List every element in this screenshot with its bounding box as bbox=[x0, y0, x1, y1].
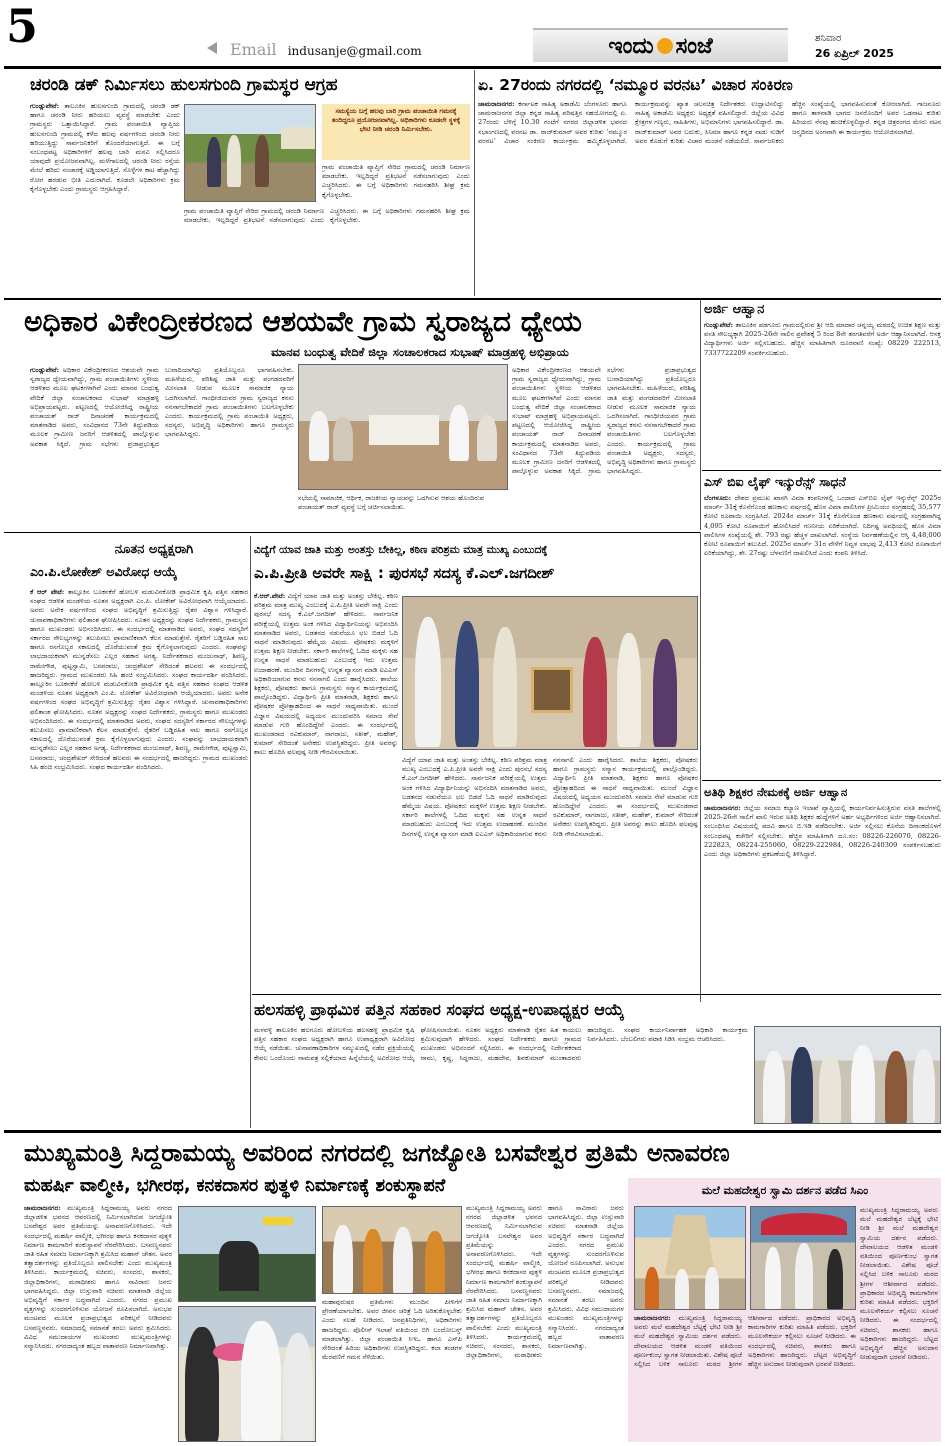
logo-right: ಸಂಜೆ bbox=[675, 33, 713, 59]
divider-1 bbox=[474, 70, 475, 296]
a8-photo bbox=[402, 596, 698, 750]
a11-body-right: ಮುಖ್ಯಮಂತ್ರಿ ಸಿದ್ದರಾಮಯ್ಯ ಅವರು ಮಲೆ ಮಹದೇಶ್ವರ ಬೆಟ್ಟಕ್ಕೆ ಭೇಟಿ ನೀಡಿ ಶ್ರೀ ಮಲೆ ಮಹದೇಶ್ವರ ಸ್ವಾಮಿಯ ದರ್ಶನ ಪಡೆದರು. ದೇವಾಲಯದ ಆಡಳಿತ ಮಂಡಳಿ ವತಿಯಿಂದ ಪೂರ್ಣಕುಂಭ ಸ್ವಾಗತ ನೀಡಲಾಯಿತು. ವಿಶೇಷ ಪೂಜೆ ಸಲ್ಲಿಸಿದ ಬಳಿಕ ಸಾಲೂರು ಮಠದ ಶ್ರೀಗಳ ಆಶೀರ್ವಾದ ಪಡೆದರು. ಪ್ರಾಧಿಕಾರದ ಅಭಿವೃದ್ಧಿ ಕಾಮಗಾರಿಗಳ ಕುರಿತು ಮಾಹಿತಿ ಪಡೆದರು. ಭಕ್ತರಿಗೆ ಮೂಲಸೌಕರ್ಯ ಕಲ್ಪಿಸಲು ಸೂಚನೆ ನೀಡಿದರು. ಈ ಸಂದರ್ಭದಲ್ಲಿ ಸಚಿವರು, ಶಾಸಕರು ಹಾಗೂ ಅಧಿಕಾರಿಗಳು ಹಾಜರಿದ್ದರು. ಬೆಟ್ಟದ ಅಭಿವೃದ್ಧಿಗೆ ಹೆಚ್ಚಿನ ಅನುದಾನ ನೀಡುವುದಾಗಿ ಭರವಸೆ ನೀಡಿದರು. bbox=[860, 1206, 938, 1362]
a8-text: ವಿದ್ಯೆಗೆ ಯಾವ ಜಾತಿ ಮತ್ತು ಅಂತಸ್ತು ಬೇಕಿಲ್ಲ. ಕಠಿಣ ಪರಿಶ್ರಮ ಮಾತ್ರ ಮುಖ್ಯ ಎಂಬುದಕ್ಕೆ ಎ.ಪಿ.ಪ್ರೀತಿ ಅವರೇ ಸಾಕ್ಷಿ ಎಂದು ಪುರಸಭೆ ಸದಸ್ಯ ಕೆ.ಎಲ್.ಜಗದೀಶ್ ಹೇಳಿದರು. ಸಾರ್ವಜನಿಕ ಪರೀಕ್ಷೆಯಲ್ಲಿ ಉತ್ತಮ ಅಂಕ ಗಳಿಸಿದ ವಿದ್ಯಾರ್ಥಿನಿಯನ್ನು ಅಭಿನಂದಿಸಿ ಮಾತನಾಡಿದ ಅವರು, ಬಡತನದ ನಡುವೆಯೂ ಛಲ ಬಿಡದೆ ಓದಿ ಸಾಧನೆ ಮಾಡಿರುವುದು ಹೆಮ್ಮೆಯ ವಿಷಯ. ಪೋಷಕರು ಮಕ್ಕಳಿಗೆ ಉತ್ತಮ ಶಿಕ್ಷಣ ನೀಡಬೇಕು. ಸರ್ಕಾರಿ ಶಾಲೆಗಳಲ್ಲಿ ಓದಿದ ಮಕ್ಕಳು ಸಹ ಉನ್ನತ ಸಾಧನೆ ಮಾಡಬಹುದು ಎಂಬುದಕ್ಕೆ ಇದು ಉತ್ತಮ ಉದಾಹರಣೆ. ಮುಂದಿನ ದಿನಗಳಲ್ಲಿ ಉನ್ನತ ವ್ಯಾಸಂಗ ಮಾಡಿ ಐಎಎಸ್ ಅಧಿಕಾರಿಯಾಗುವ ಕನಸು ನನಸಾಗಲಿ ಎಂದು ಹಾರೈಸಿದರು. ಶಾಲೆಯ ಶಿಕ್ಷಕರು, ಪೋಷಕರು ಹಾಗೂ ಗ್ರಾಮಸ್ಥರು ಸನ್ಮಾನ ಕಾರ್ಯಕ್ರಮದಲ್ಲಿ ಪಾಲ್ಗೊಂಡಿದ್ದರು. ವಿದ್ಯಾರ್ಥಿನಿ ಪ್ರೀತಿ ಮಾತನಾಡಿ, ಶಿಕ್ಷಕರು ಹಾಗೂ ಪೋಷಕರ ಪ್ರೋತ್ಸಾಹದಿಂದ ಈ ಸಾಧನೆ ಸಾಧ್ಯವಾಯಿತು. ಮುಂದೆ ವಿಜ್ಞಾನ ವಿಷಯದಲ್ಲಿ ಅಧ್ಯಯನ ಮುಂದುವರಿಸಿ ಸಮಾಜ ಸೇವೆ ಮಾಡುವ ಗುರಿ ಹೊಂದಿದ್ದೇನೆ ಎಂದರು. ಈ ಸಂದರ್ಭದಲ್ಲಿ ಮುಖಂಡರಾದ ರವಿಕುಮಾರ್, ನಾಗರಾಜು, ಸತೀಶ್, ಮಹೇಶ್, ಕುಮಾರ್ ಸೇರಿದಂತೆ ಅನೇಕರು ಉಪಸ್ಥಿತರಿದ್ದರು. ಪ್ರೀತಿ ಅವರನ್ನು ಶಾಲು ಹೊದಿಸಿ ಫಲಪುಷ್ಪ ನೀಡಿ ಗೌರವಿಸಲಾಯಿತು. bbox=[254, 592, 398, 757]
a4-headline: ಅರ್ಜಿ ಆಹ್ವಾನ bbox=[704, 302, 765, 317]
a5-body bbox=[704, 494, 941, 778]
a3-body-right: ಅಧಿಕಾರ ವಿಕೇಂದ್ರೀಕರಣದ ಆಶಯವೇ ಗ್ರಾಮ ಸ್ವರಾಜ್ಯದ ಧ್ಯೇಯವಾಗಿದ್ದು, ಗ್ರಾಮ ಪಂಚಾಯಿತಿಗಳು ಸ್ಥಳೀಯ ಆಡಳಿತದ ಮೂಲ ಘಟಕಗಳಾಗಿವೆ ಎಂದು ಮಾನವ ಬಂಧುತ್ವ ವೇದಿಕೆ ಜಿಲ್ಲಾ ಸಂಚಾಲಕರಾದ ಸುಭಾಷ್ ಮಾಡ್ರಹಳ್ಳಿ ಅಭಿಪ್ರಾಯಪಟ್ಟರು. ಪಟ್ಟಣದಲ್ಲಿ ಆಯೋಜಿಸಿದ್ದ ರಾಷ್ಟ್ರೀಯ ಪಂಚಾಯತ್ ರಾಜ್ ದಿನಾಚರಣೆ ಕಾರ್ಯಕ್ರಮದಲ್ಲಿ ಮಾತನಾಡಿದ ಅವರು, ಸಂವಿಧಾನದ 73ನೇ ತಿದ್ದುಪಡಿಯ ಮೂಲಕ ಗ್ರಾಮೀಣ ಜನರಿಗೆ ಆಡಳಿತದಲ್ಲಿ ಪಾಲ್ಗೊಳ್ಳುವ ಅವಕಾಶ ಸಿಕ್ಕಿದೆ. ಗ್ರಾಮ ಸಭೆಗಳು ಪ್ರಜಾಪ್ರಭುತ್ವದ ಬುನಾದಿಯಾಗಿದ್ದು ಪ್ರತಿಯೊಬ್ಬರೂ ಭಾಗವಹಿಸಬೇಕು. ಮಹಿಳೆಯರು, ಪರಿಶಿಷ್ಟ ಜಾತಿ ಮತ್ತು ಪಂಗಡದವರಿಗೆ ಮೀಸಲಾತಿ ನೀಡುವ ಮೂಲಕ ಸಾಮಾಜಿಕ ನ್ಯಾಯ ಒದಗಿಸಲಾಗಿದೆ. ಗಾಂಧೀಜಿಯವರ ಗ್ರಾಮ ಸ್ವರಾಜ್ಯದ ಕನಸು ನನಸಾಗಬೇಕಾದರೆ ಗ್ರಾಮ ಪಂಚಾಯಿತಿಗಳು ಬಲಗೊಳ್ಳಬೇಕು ಎಂದರು. ಕಾರ್ಯಕ್ರಮದಲ್ಲಿ ಗ್ರಾಮ ಪಂಚಾಯಿತಿ ಅಧ್ಯಕ್ಷರು, ಸದಸ್ಯರು, ಅಭಿವೃದ್ಧಿ ಅಧಿಕಾರಿಗಳು ಹಾಗೂ ಗ್ರಾಮಸ್ಥರು ಭಾಗವಹಿಸಿದ್ದರು. bbox=[512, 366, 696, 476]
a7-text-2: ತಾಲ್ಲೂಕಿನ ಬೂಕನಕೆರೆ ಹೋಬಳಿ ಮಡುವಿನಕೋಡಿ ಪ್ರಾಥಮಿಕ ಕೃಷಿ ಪತ್ತಿನ ಸಹಕಾರ ಸಂಘದ ಆಡಳಿತ ಮಂಡಳಿಯ ನೂತನ ಅಧ್ಯಕ್ಷರಾಗಿ ಎಂ.ಪಿ. ಲೋಕೇಶ್ ಅವಿರೋಧವಾಗಿ ಆಯ್ಕೆಯಾದರು. ಅವರು ಅನೇಕ ವರ್ಷಗಳಿಂದ ಸಂಘದ ಅಭಿವೃದ್ಧಿಗೆ ಶ್ರಮಿಸುತ್ತಿದ್ದು ರೈತರ ವಿಶ್ವಾಸ ಗಳಿಸಿದ್ದಾರೆ. ಚುನಾವಣಾಧಿಕಾರಿಗಳು ಫಲಿತಾಂಶ ಘೋಷಿಸಿದರು. ನೂತನ ಅಧ್ಯಕ್ಷರನ್ನು ಸಂಘದ ನಿರ್ದೇಶಕರು, ಗ್ರಾಮಸ್ಥರು ಹಾಗೂ ಮುಖಂಡರು ಅಭಿನಂದಿಸಿದರು. ಈ ಸಂದರ್ಭದಲ್ಲಿ ಮಾತನಾಡಿದ ಅವರು, ಸಂಘದ ಸದಸ್ಯರಿಗೆ ಸರ್ಕಾರದ ಸೌಲಭ್ಯಗಳನ್ನು ತಲುಪಿಸಲು ಪ್ರಾಮಾಣಿಕವಾಗಿ ಕೆಲಸ ಮಾಡುತ್ತೇನೆ. ರೈತರಿಗೆ ಬಡ್ಡಿರಹಿತ ಸಾಲ ಹಾಗೂ ರಸಗೊಬ್ಬರ ಸಕಾಲದಲ್ಲಿ ದೊರೆಯುವಂತೆ ಕ್ರಮ ಕೈಗೊಳ್ಳಲಾಗುವುದು ಎಂದರು. ಸಂಘವನ್ನು ಲಾಭದಾಯಕವಾಗಿ ಮುನ್ನಡೆಸಲು ಎಲ್ಲರ ಸಹಕಾರ ಅಗತ್ಯ. ನಿರ್ದೇಶಕರಾದ ಮಂಜುನಾಥ್, ಶಿವಣ್ಣ, ರಾಮೇಗೌಡ, ಪುಟ್ಟಸ್ವಾಮಿ, ಬಸವರಾಜು, ಚಂದ್ರಶೇಖರ್ ಸೇರಿದಂತೆ ಹಲವರು ಈ ಸಂದರ್ಭದಲ್ಲಿ ಹಾಜರಿದ್ದರು. ಗ್ರಾಮದ ಮುಖಂಡರು ಸಿಹಿ ಹಂಚಿ ಸಂಭ್ರಮಿಸಿದರು. ಸಂಘದ ಕಾರ್ಯದರ್ಶಿ ವಂದಿಸಿದರು. bbox=[30, 680, 248, 771]
a3-caption: ಸಭೆಯಲ್ಲಿ ಸಾಮಾಜಿಕ, ಆರ್ಥಿಕ, ರಾಜಕೀಯ ನ್ಯಾಯವನ್ನು ಒದಗಿಸುವ ಆಶಯ ಹೊಂದಿರುವ ಪಂಚಾಯತ್ ರಾಜ್ ವ್ಯವಸ್ಥೆ ಬಗ್ಗೆ ಚರ್ಚಿಸಲಾಯಿತು. bbox=[298, 494, 485, 511]
a1-quote: ಸಮಸ್ಯೆಯ ಬಗ್ಗೆ ಹಲವು ಬಾರಿ ಗ್ರಾಮ ಪಂಚಾಯಿತಿ ಗಮನಕ್ಕೆ ತಂದಿದ್ದರೂ ಪ್ರಯೋಜನವಾಗಿಲ್ಲ. ಅಧಿಕಾರಿಗಳು ಕೂಡಲೇ ಸ್ಥಳಕ್ಕೆ ಭೇಟಿ ನೀಡಿ ಚರಂಡಿ ನಿರ್ಮಿಸಬೇಕು. bbox=[331, 107, 461, 133]
a1-body bbox=[30, 102, 180, 284]
a10-body-3: ಮುಖ್ಯಮಂತ್ರಿ ಸಿದ್ದರಾಮಯ್ಯ ಅವರು ನಗರದ ಜಿಲ್ಲಾಡಳಿತ ಭವನದ ಆವರಣದಲ್ಲಿ ನಿರ್ಮಿಸಲಾಗಿರುವ ಜಗಜ್ಯೋತಿ ಬಸವೇಶ್ವರ ಅವರ ಪ್ರತಿಮೆಯನ್ನು ಅನಾವರಣಗೊಳಿಸಿದರು. ಇದೇ ಸಂದರ್ಭದಲ್ಲಿ ಮಹರ್ಷಿ ವಾಲ್ಮೀಕಿ, ಭಗೀರಥ ಹಾಗೂ ಕನಕದಾಸರ ಪುತ್ಥಳಿ ನಿರ್ಮಾಣ ಕಾಮಗಾರಿಗೆ ಶಂಕುಸ್ಥಾಪನೆ ನೆರವೇರಿಸಿದರು. ಬಸವಣ್ಣನವರು ಜಾತಿ ರಹಿತ ಸಮಾಜ ನಿರ್ಮಾಣಕ್ಕಾಗಿ ಶ್ರಮಿಸಿದ ಮಹಾನ್ ಚೇತನ. ಅವರ ತತ್ವಾದರ್ಶಗಳನ್ನು ಪ್ರತಿಯೊಬ್ಬರೂ ಪಾಲಿಸಬೇಕು ಎಂದು ಮುಖ್ಯಮಂತ್ರಿ ತಿಳಿಸಿದರು. ಕಾರ್ಯಕ್ರಮದಲ್ಲಿ ಸಚಿವರು, ಸಂಸದರು, ಶಾಸಕರು, ಜಿಲ್ಲಾಧಿಕಾರಿಗಳು, ಮಠಾಧೀಶರು ಹಾಗೂ ಸಾವಿರಾರು ಜನರು ಭಾಗವಹಿಸಿದ್ದರು. ಜಿಲ್ಲಾ ಉಸ್ತುವಾರಿ ಸಚಿವರು ಮಾತನಾಡಿ ಜಿಲ್ಲೆಯ ಅಭಿವೃದ್ಧಿಗೆ ಸರ್ಕಾರ ಬದ್ಧವಾಗಿದೆ ಎಂದರು. ನಗರದ ಪ್ರಮುಖ ವೃತ್ತಗಳನ್ನು ಸುಂದರಗೊಳಿಸುವ ಯೋಜನೆ ರೂಪಿಸಲಾಗಿದೆ. ಅನುಭವ ಮಂಟಪದ ಮೂಲಕ ಪ್ರಜಾಪ್ರಭುತ್ವದ ಪರಿಕಲ್ಪನೆ ನೀಡಿದವರು ಬಸವಣ್ಣನವರು. ಸಮಾಜದಲ್ಲಿ ಸಮಾನತೆ ತರಲು ಅವರು ಶ್ರಮಿಸಿದರು. ವಿವಿಧ ಸಮುದಾಯಗಳ ಮುಖಂಡರು ಮುಖ್ಯಮಂತ್ರಿಗಳನ್ನು ಸನ್ಮಾನಿಸಿದರು. ನಗರದಾದ್ಯಂತ ಹಬ್ಬದ ವಾತಾವರಣ ನಿರ್ಮಾಣವಾಗಿತ್ತು. bbox=[466, 1204, 624, 1360]
a6-headline: ಅತಿಥಿ ಶಿಕ್ಷಕರ ನೇಮಕಕ್ಕೆ ಅರ್ಜಿ ಆಹ್ವಾನ bbox=[704, 785, 848, 799]
a10-subhead: ಮಹರ್ಷಿ ವಾಲ್ಮೀಕಿ, ಭಗೀರಥ, ಕನಕದಾಸರ ಪುತ್ಥಳಿ ನಿರ್ಮಾಣಕ್ಕೆ ಶಂಕುಸ್ಥಾಪನೆ bbox=[24, 1176, 446, 1196]
a10-body bbox=[24, 1204, 172, 1442]
divider-3 bbox=[700, 300, 701, 530]
a5-headline: ಎಸ್ ಬಿಐ ಲೈಫ್ ಇನ್ಶುರೆನ್ಸ್ ಸಾಧನೆ bbox=[704, 474, 846, 489]
a10-text: ಮುಖ್ಯಮಂತ್ರಿ ಸಿದ್ದರಾಮಯ್ಯ ಅವರು ನಗರದ ಜಿಲ್ಲಾಡಳಿತ ಭವನದ ಆವರಣದಲ್ಲಿ ನಿರ್ಮಿಸಲಾಗಿರುವ ಜಗಜ್ಯೋತಿ ಬಸವೇಶ್ವರ ಅವರ ಪ್ರತಿಮೆಯನ್ನು ಅನಾವರಣಗೊಳಿಸಿದರು. ಇದೇ ಸಂದರ್ಭದಲ್ಲಿ ಮಹರ್ಷಿ ವಾಲ್ಮೀಕಿ, ಭಗೀರಥ ಹಾಗೂ ಕನಕದಾಸರ ಪುತ್ಥಳಿ ನಿರ್ಮಾಣ ಕಾಮಗಾರಿಗೆ ಶಂಕುಸ್ಥಾಪನೆ ನೆರವೇರಿಸಿದರು. ಬಸವಣ್ಣನವರು ಜಾತಿ ರಹಿತ ಸಮಾಜ ನಿರ್ಮಾಣಕ್ಕಾಗಿ ಶ್ರಮಿಸಿದ ಮಹಾನ್ ಚೇತನ. ಅವರ ತತ್ವಾದರ್ಶಗಳನ್ನು ಪ್ರತಿಯೊಬ್ಬರೂ ಪಾಲಿಸಬೇಕು ಎಂದು ಮುಖ್ಯಮಂತ್ರಿ ತಿಳಿಸಿದರು. ಕಾರ್ಯಕ್ರಮದಲ್ಲಿ ಸಚಿವರು, ಸಂಸದರು, ಶಾಸಕರು, ಜಿಲ್ಲಾಧಿಕಾರಿಗಳು, ಮಠಾಧೀಶರು ಹಾಗೂ ಸಾವಿರಾರು ಜನರು ಭಾಗವಹಿಸಿದ್ದರು. ಜಿಲ್ಲಾ ಉಸ್ತುವಾರಿ ಸಚಿವರು ಮಾತನಾಡಿ ಜಿಲ್ಲೆಯ ಅಭಿವೃದ್ಧಿಗೆ ಸರ್ಕಾರ ಬದ್ಧವಾಗಿದೆ ಎಂದರು. ನಗರದ ಪ್ರಮುಖ ವೃತ್ತಗಳನ್ನು ಸುಂದರಗೊಳಿಸುವ ಯೋಜನೆ ರೂಪಿಸಲಾಗಿದೆ. ಅನುಭವ ಮಂಟಪದ ಮೂಲಕ ಪ್ರಜಾಪ್ರಭುತ್ವದ ಪರಿಕಲ್ಪನೆ ನೀಡಿದವರು ಬಸವಣ್ಣನವರು. ಸಮಾಜದಲ್ಲಿ ಸಮಾನತೆ ತರಲು ಅವರು ಶ್ರಮಿಸಿದರು. ವಿವಿಧ ಸಮುದಾಯಗಳ ಮುಖಂಡರು ಮುಖ್ಯಮಂತ್ರಿಗಳನ್ನು ಸನ್ಮಾನಿಸಿದರು. ನಗರದಾದ್ಯಂತ ಹಬ್ಬದ ವಾತಾವರಣ ನಿರ್ಮಾಣವಾಗಿತ್ತು. bbox=[24, 1204, 172, 1351]
rule-a5 bbox=[702, 780, 941, 781]
a1-text: ತಾಲೂಕಿನ ಹುಲಸಗುಂದಿ ಗ್ರಾಮದಲ್ಲಿ ಚರಂಡಿ ಡಕ್ ಹಾಗೂ ಚರಂಡಿ ನೀರು ಹರಿಯಲು ವ್ಯವಸ್ಥೆ ಮಾಡಬೇಕು ಎಂದು ಗ್ರಾಮಸ್ಥರು ಒತ್ತಾಯಿಸಿದ್ದಾರೆ. ಗ್ರಾಮ ಪಂಚಾಯಿತಿ ವ್ಯಾಪ್ತಿಯ ಹುಲಸಗುಂದಿ ಗ್ರಾಮದಲ್ಲಿ ಕಳೆದ ಹಲವು ವರ್ಷಗಳಿಂದ ಚರಂಡಿ ನೀರು ಹರಿಯುತ್ತಿದ್ದು ಸಾರ್ವಜನಿಕರಿಗೆ ತೊಂದರೆಯಾಗುತ್ತಿದೆ. ಈ ಬಗ್ಗೆ ಸಂಬಂಧಪಟ್ಟ ಅಧಿಕಾರಿಗಳಿಗೆ ಹಲವು ಬಾರಿ ಮನವಿ ಸಲ್ಲಿಸಿದರೂ ಯಾವುದೇ ಪ್ರಯೋಜನವಾಗಿಲ್ಲ. ಮಳೆಗಾಲದಲ್ಲಿ ಚರಂಡಿ ನೀರು ರಸ್ತೆಯ ಮೇಲೆ ಹರಿದು ಸಂಚಾರಕ್ಕೆ ಅಡ್ಡಿಯಾಗುತ್ತಿದೆ. ಸೊಳ್ಳೆಗಳ ಕಾಟ ಹೆಚ್ಚಾಗಿದ್ದು ರೋಗ ಹರಡುವ ಭೀತಿ ಎದುರಾಗಿದೆ. ಕೂಡಲೇ ಅಧಿಕಾರಿಗಳು ಕ್ರಮ ಕೈಗೊಳ್ಳಬೇಕು ಎಂದು ಗ್ರಾಮಸ್ಥರು ಆಗ್ರಹಿಸಿದ್ದಾರೆ. bbox=[30, 102, 180, 193]
a3-dateline: ಗುಂಡ್ಲುಪೇಟೆ: bbox=[30, 366, 60, 374]
a9-photo bbox=[754, 1026, 941, 1124]
issue-date: 26 ಏಪ್ರಿಲ್ 2025 bbox=[815, 47, 894, 60]
rule-4 bbox=[252, 994, 941, 995]
divider-4 bbox=[250, 536, 251, 1128]
a5-text: ದೇಶದ ಪ್ರಮುಖ ಖಾಸಗಿ ವಿಮಾ ಕಂಪನಿಗಳಲ್ಲಿ ಒಂದಾದ ಎಸ್‌ಬಿಐ ಲೈಫ್ ಇನ್ಶುರೆನ್ಸ್ 2025ರ ಮಾರ್ಚ್ 31ಕ್ಕೆ ಕೊನೆಗೊಂಡ ಹಣಕಾಸು ವರ್ಷದಲ್ಲಿ ಹೊಸ ವಿಮಾ ಪಾಲಿಸಿಗಳ ಪ್ರೀಮಿಯಂ ಸಂಗ್ರಹದಲ್ಲಿ 35,577 ಕೋಟಿ ರೂಪಾಯಿ ಸಂಗ್ರಹಿಸಿದೆ. 2024ರ ಮಾರ್ಚ್ 31ಕ್ಕೆ ಕೊನೆಗೊಂಡ ಹಣಕಾಸು ವರ್ಷದಲ್ಲಿ ಸಂಗ್ರಹವಾಗಿದ್ದ 4,095 ಕೋಟಿ ರೂಪಾಯಿಗೆ ಹೋಲಿಸಿದರೆ ಗಣನೀಯ ಏರಿಕೆಯಾಗಿದೆ. ನಿರ್ದಿಷ್ಟ ಅವಧಿಯಲ್ಲಿ ಹೊಸ ವಿಮಾ ಪಾಲಿಸಿಗಳ ಸಂಖ್ಯೆಯಲ್ಲಿ ಶೇ. 793 ರಷ್ಟು ಹೆಚ್ಚಳ ದಾಖಲಾಗಿದೆ. ಸಂಸ್ಥೆಯ ನಿರ್ವಹಣೆಯಲ್ಲಿನ ಆಸ್ತಿ 4,48,000 ಕೋಟಿ ರೂಪಾಯಿಗೆ ತಲುಪಿದೆ. 2025ರ ಮಾರ್ಚ್ 31ರ ವೇಳೆಗೆ ನಿವ್ವಳ ಲಾಭವು 2,413 ಕೋಟಿ ರೂಪಾಯಿಗೆ ಏರಿಕೆಯಾಗಿದ್ದು, ಶೇ. 27ರಷ್ಟು ಬೆಳವಣಿಗೆ ದಾಖಲಿಸಿದೆ ಎಂದು ಕಂಪನಿ ತಿಳಿಸಿದೆ. bbox=[704, 494, 941, 558]
a6-dateline: ಚಾಮರಾಜನಗರ: bbox=[704, 804, 741, 812]
a2-headline: ಏ. 27ರಂದು ನಗರದಲ್ಲಿ ‘ನಮ್ಮೂರ ವರನಟ’ ವಿಚಾರ ಸಂಕಿರಣ bbox=[478, 76, 793, 94]
a3-text: ಅಧಿಕಾರ ವಿಕೇಂದ್ರೀಕರಣದ ಆಶಯವೇ ಗ್ರಾಮ ಸ್ವರಾಜ್ಯದ ಧ್ಯೇಯವಾಗಿದ್ದು, ಗ್ರಾಮ ಪಂಚಾಯಿತಿಗಳು ಸ್ಥಳೀಯ ಆಡಳಿತದ ಮೂಲ ಘಟಕಗಳಾಗಿವೆ ಎಂದು ಮಾನವ ಬಂಧುತ್ವ ವೇದಿಕೆ ಜಿಲ್ಲಾ ಸಂಚಾಲಕರಾದ ಸುಭಾಷ್ ಮಾಡ್ರಹಳ್ಳಿ ಅಭಿಪ್ರಾಯಪಟ್ಟರು. ಪಟ್ಟಣದಲ್ಲಿ ಆಯೋಜಿಸಿದ್ದ ರಾಷ್ಟ್ರೀಯ ಪಂಚಾಯತ್ ರಾಜ್ ದಿನಾಚರಣೆ ಕಾರ್ಯಕ್ರಮದಲ್ಲಿ ಮಾತನಾಡಿದ ಅವರು, ಸಂವಿಧಾನದ 73ನೇ ತಿದ್ದುಪಡಿಯ ಮೂಲಕ ಗ್ರಾಮೀಣ ಜನರಿಗೆ ಆಡಳಿತದಲ್ಲಿ ಪಾಲ್ಗೊಳ್ಳುವ ಅವಕಾಶ ಸಿಕ್ಕಿದೆ. ಗ್ರಾಮ ಸಭೆಗಳು ಪ್ರಜಾಪ್ರಭುತ್ವದ ಬುನಾದಿಯಾಗಿದ್ದು ಪ್ರತಿಯೊಬ್ಬರೂ ಭಾಗವಹಿಸಬೇಕು. ಮಹಿಳೆಯರು, ಪರಿಶಿಷ್ಟ ಜಾತಿ ಮತ್ತು ಪಂಗಡದವರಿಗೆ ಮೀಸಲಾತಿ ನೀಡುವ ಮೂಲಕ ಸಾಮಾಜಿಕ ನ್ಯಾಯ ಒದಗಿಸಲಾಗಿದೆ. ಗಾಂಧೀಜಿಯವರ ಗ್ರಾಮ ಸ್ವರಾಜ್ಯದ ಕನಸು ನನಸಾಗಬೇಕಾದರೆ ಗ್ರಾಮ ಪಂಚಾಯಿತಿಗಳು ಬಲಗೊಳ್ಳಬೇಕು ಎಂದರು. ಕಾರ್ಯಕ್ರಮದಲ್ಲಿ ಗ್ರಾಮ ಪಂಚಾಯಿತಿ ಅಧ್ಯಕ್ಷರು, ಸದಸ್ಯರು, ಅಭಿವೃದ್ಧಿ ಅಧಿಕಾರಿಗಳು ಹಾಗೂ ಗ್ರಾಮಸ್ಥರು ಭಾಗವಹಿಸಿದ್ದರು. bbox=[30, 366, 294, 448]
a9-headline: ಹಲಸಹಳ್ಳಿ ಪ್ರಾಥಮಿಕ ಪತ್ತಿನ ಸಹಕಾರ ಸಂಘದ ಅಧ್ಯಕ್ಷ-ಉಪಾಧ್ಯಕ್ಷರ ಆಯ್ಕೆ bbox=[254, 1000, 625, 1019]
a7-body bbox=[30, 588, 248, 1126]
a8-headline-1: ವಿದ್ಯೆಗೆ ಯಾವ ಜಾತಿ ಮತ್ತು ಅಂತಸ್ತು ಬೇಕಿಲ್ಲ, ಕಠಿಣ ಪರಿಶ್ರಮ ಮಾತ್ರ ಮುಖ್ಯ ಎಂಬುದಕ್ಕೆ bbox=[254, 544, 548, 556]
page-number: 5 bbox=[6, 0, 39, 53]
rule-a4 bbox=[702, 470, 941, 471]
a11-photo-procession bbox=[750, 1206, 856, 1310]
divider-5 bbox=[700, 532, 701, 1002]
a2-text: ಕರ್ನಾಟಕ ಸಾಹಿತ್ಯ ಅಕಾಡೆಮಿ ಬೆಂಗಳೂರು ಹಾಗೂ ಚಾಮರಾಜನಗರ ಜಿಲ್ಲಾ ಕನ್ನಡ ಸಾಹಿತ್ಯ ಪರಿಷತ್ತಿನ ಸಹಯೋಗದಲ್ಲಿ ಏ. 27ರಂದು ಬೆಳಿಗ್ಗೆ 10.30 ಗಂಟೆಗೆ ನಗರದ ಜಿಲ್ಲಾಡಳಿತ ಭವನದ ಸಭಾಂಗಣದಲ್ಲಿ ವರನಟ ಡಾ. ರಾಜ್‌ಕುಮಾರ್ ಅವರ ಕುರಿತು ‘ನಮ್ಮೂರ ವರನಟ’ ವಿಚಾರ ಸಂಕಿರಣ ಕಾರ್ಯಕ್ರಮ ಹಮ್ಮಿಕೊಳ್ಳಲಾಗಿದೆ. ಕಾರ್ಯಕ್ರಮವನ್ನು ಖ್ಯಾತ ಚಲನಚಿತ್ರ ನಿರ್ದೇಶಕರು ಉದ್ಘಾಟಿಸಲಿದ್ದು ಸಾಹಿತ್ಯ ಅಕಾಡೆಮಿ ಅಧ್ಯಕ್ಷರು ಅಧ್ಯಕ್ಷತೆ ವಹಿಸಲಿದ್ದಾರೆ. ಜಿಲ್ಲೆಯ ವಿವಿಧ ಕ್ಷೇತ್ರಗಳ ಗಣ್ಯರು, ಸಾಹಿತಿಗಳು, ಅಭಿಮಾನಿಗಳು ಭಾಗವಹಿಸಲಿದ್ದಾರೆ. ಡಾ. ರಾಜ್‌ಕುಮಾರ್ ಅವರ ಬದುಕು, ಸಿನಿಮಾ ಹಾಗೂ ಕನ್ನಡ ನಾಡು ನುಡಿಗೆ ಅವರ ಕೊಡುಗೆ ಕುರಿತು ವಿಚಾರ ಮಂಡನೆ ನಡೆಯಲಿದೆ. ಸಾರ್ವಜನಿಕರು ಹೆಚ್ಚಿನ ಸಂಖ್ಯೆಯಲ್ಲಿ ಭಾಗವಹಿಸುವಂತೆ ಕೋರಲಾಗಿದೆ. ಗಾಜನೂರು ಹಾಗೂ ತಾಳವಾಡಿ ಭಾಗದ ಜನರೊಂದಿಗೆ ಅವರ ಒಡನಾಟ ಕುರಿತು ಹಿರಿಯರು ನೆನಪು ಹಂಚಿಕೊಳ್ಳಲಿದ್ದಾರೆ. ಕನ್ನಡ ಚಿತ್ರರಂಗದ ಮೇರು ನಟನ ಜನ್ಮದಿನದ ಅಂಗವಾಗಿ ಈ ಕಾರ್ಯಕ್ರಮ ಆಯೋಜಿಸಲಾಗಿದೆ. bbox=[478, 100, 941, 145]
a4-dateline: ಗುಂಡ್ಲುಪೇಟೆ: bbox=[704, 321, 734, 329]
a11-text: ಮುಖ್ಯಮಂತ್ರಿ ಸಿದ್ದರಾಮಯ್ಯ ಅವರು ಮಲೆ ಮಹದೇಶ್ವರ ಬೆಟ್ಟಕ್ಕೆ ಭೇಟಿ ನೀಡಿ ಶ್ರೀ ಮಲೆ ಮಹದೇಶ್ವರ ಸ್ವಾಮಿಯ ದರ್ಶನ ಪಡೆದರು. ದೇವಾಲಯದ ಆಡಳಿತ ಮಂಡಳಿ ವತಿಯಿಂದ ಪೂರ್ಣಕುಂಭ ಸ್ವಾಗತ ನೀಡಲಾಯಿತು. ವಿಶೇಷ ಪೂಜೆ ಸಲ್ಲಿಸಿದ ಬಳಿಕ ಸಾಲೂರು ಮಠದ ಶ್ರೀಗಳ ಆಶೀರ್ವಾದ ಪಡೆದರು. ಪ್ರಾಧಿಕಾರದ ಅಭಿವೃದ್ಧಿ ಕಾಮಗಾರಿಗಳ ಕುರಿತು ಮಾಹಿತಿ ಪಡೆದರು. ಭಕ್ತರಿಗೆ ಮೂಲಸೌಕರ್ಯ ಕಲ್ಪಿಸಲು ಸೂಚನೆ ನೀಡಿದರು. ಈ ಸಂದರ್ಭದಲ್ಲಿ ಸಚಿವರು, ಶಾಸಕರು ಹಾಗೂ ಅಧಿಕಾರಿಗಳು ಹಾಜರಿದ್ದರು. ಬೆಟ್ಟದ ಅಭಿವೃದ್ಧಿಗೆ ಹೆಚ್ಚಿನ ಅನುದಾನ ನೀಡುವುದಾಗಿ ಭರವಸೆ ನೀಡಿದರು. bbox=[634, 1314, 856, 1369]
a10-body-2: ಮಹಾಪುರುಷರ ಪ್ರತಿಮೆಗಳು ಮುಂದಿನ ಪೀಳಿಗೆಗೆ ಪ್ರೇರಣೆಯಾಗಬೇಕು. ಅವರ ಜೀವನ ಚರಿತ್ರೆ ಓದಿ ಅರಿತುಕೊಳ್ಳಬೇಕು ಎಂದು ಸಲಹೆ ನೀಡಿದರು. ಜನಪ್ರತಿನಿಧಿಗಳು, ಅಧಿಕಾರಿಗಳು ಹಾಜರಿದ್ದರು. ಪೊಲೀಸ್ ಇಲಾಖೆ ವತಿಯಿಂದ ಬಿಗಿ ಬಂದೋಬಸ್ತ್ ಮಾಡಲಾಗಿತ್ತು. ಜಿಲ್ಲಾ ಪಂಚಾಯಿತಿ ಸಿಇಒ ಹಾಗೂ ಎಸ್‌ಪಿ ಸೇರಿದಂತೆ ಹಿರಿಯ ಅಧಿಕಾರಿಗಳು ಉಪಸ್ಥಿತರಿದ್ದರು. ಕಲಾ ತಂಡಗಳ ಮೆರವಣಿಗೆ ಗಮನ ಸೆಳೆಯಿತು. bbox=[322, 1298, 462, 1362]
issue-day: ಶನಿವಾರ bbox=[815, 33, 842, 44]
email-label: Email bbox=[230, 40, 277, 59]
a2-dateline: ಚಾಮರಾಜನಗರ: bbox=[478, 100, 515, 108]
a7-dateline: ಕೆ ಆರ್ ಪೇಟೆ: bbox=[30, 588, 65, 596]
a6-body bbox=[704, 804, 941, 996]
a8-headline-2: ಎ.ಪಿ.ಪ್ರೀತಿ ಅವರೇ ಸಾಕ್ಷಿ : ಪುರಸಭೆ ಸದಸ್ಯ ಕೆ.ಎಲ್.ಜಗದೀಶ್ bbox=[254, 564, 555, 582]
email-address[interactable]: indusanje@gmail.com bbox=[287, 44, 422, 58]
email-arrow-icon bbox=[207, 42, 217, 54]
a7-headline-1: ನೂತನ ಅಧ್ಯಕ್ಷರಾಗಿ bbox=[114, 542, 194, 557]
a10-dateline: ಚಾಮರಾಜನಗರ: bbox=[24, 1204, 61, 1212]
a3-subhead: ಮಾನವ ಬಂಧುತ್ವ ವೇದಿಕೆ ಜಿಲ್ಲಾ ಸಂಚಾಲಕರಾದ ಸುಭಾಷ್ ಮಾಡ್ರಹಳ್ಳಿ ಅಭಿಪ್ರಾಯ bbox=[271, 345, 569, 359]
a3-headline: ಅಧಿಕಾರ ವಿಕೇಂದ್ರೀಕರಣದ ಆಶಯವೇ ಗ್ರಾಮ ಸ್ವರಾಜ್ಯದ ಧ್ಯೇಯ bbox=[24, 305, 582, 338]
a10-photo-cm bbox=[178, 1306, 316, 1442]
a4-text: ತಾಲೂಕಿನ ಪಡಗೂರು ಗ್ರಾಮದಲ್ಲಿರುವ ಶ್ರೀ ಆದಿ ಮಾದಾರ ಚನ್ನಯ್ಯ ಮಠದಲ್ಲಿ ಉಚಿತ ಶಿಕ್ಷಣ ಮತ್ತು ವಸತಿ ಸೌಲಭ್ಯಕ್ಕಾಗಿ 2025-26ನೇ ಸಾಲಿನ ಪ್ರವೇಶಕ್ಕೆ 5 ರಿಂದ 8ನೇ ತರಗತಿವರೆಗೆ ಅರ್ಜಿ ಆಹ್ವಾನಿಸಲಾಗಿದೆ. ಆಸಕ್ತ ವಿದ್ಯಾರ್ಥಿಗಳು ಅರ್ಜಿ ಸಲ್ಲಿಸಬಹುದು. ಹೆಚ್ಚಿನ ಮಾಹಿತಿಗಾಗಿ ದೂರವಾಣಿ ಸಂಖ್ಯೆ: 08229 222513, 7337722209 ಸಂಪರ್ಕಿಸಬಹುದು. bbox=[704, 321, 941, 357]
a7-headline-2: ಎಂ.ಪಿ.ಲೋಕೇಶ್ ಅವಿರೋಧ ಆಯ್ಕೆ bbox=[30, 564, 177, 579]
a11-headline: ಮಲೆ ಮಹದೇಶ್ವರ ಸ್ವಾಮಿ ದರ್ಶನ ಪಡೆದ ಸಿಎಂ bbox=[701, 1184, 869, 1197]
a8-body-3 bbox=[254, 976, 398, 986]
a8-body bbox=[254, 592, 398, 972]
a1-headline: ಚರಂಡಿ ಡಕ್ ನಿರ್ಮಿಸಲು ಹುಲಸಗುಂದಿ ಗ್ರಾಮಸ್ಥರ ಆಗ್ರಹ bbox=[30, 75, 338, 95]
a9-body: ಮಳವಳ್ಳಿ ತಾಲೂಕಿನ ಹಲಗೂರು ಹೋಬಳಿಯ ಹಲಸಹಳ್ಳಿ ಪ್ರಾಥಮಿಕ ಕೃಷಿ ಪತ್ತಿನ ಸಹಕಾರ ಸಂಘದ ಅಧ್ಯಕ್ಷರಾಗಿ ಹಾಗೂ ಉಪಾಧ್ಯಕ್ಷರಾಗಿ ಅವಿರೋಧ ಆಯ್ಕೆ ನಡೆಯಿತು. ಚುನಾವಣಾಧಿಕಾರಿಗಳ ಸಮ್ಮುಖದಲ್ಲಿ ನಡೆದ ಪ್ರಕ್ರಿಯೆಯಲ್ಲಿ ಕೇವಲ ಒಂದೊಂದು ನಾಮಪತ್ರ ಸಲ್ಲಿಕೆಯಾದ ಹಿನ್ನೆಲೆಯಲ್ಲಿ ಅವಿರೋಧ ಆಯ್ಕೆ ಘೋಷಿಸಲಾಯಿತು. ನೂತನ ಅಧ್ಯಕ್ಷರು ಮಾತನಾಡಿ ರೈತರ ಹಿತ ಕಾಯಲು ಶ್ರಮಿಸುವುದಾಗಿ ಹೇಳಿದರು. ಸಂಘದ ನಿರ್ದೇಶಕರು ಹಾಗೂ ಗ್ರಾಮದ ಮುಖಂಡರು ಅಭಿನಂದನೆ ಸಲ್ಲಿಸಿದರು. ಈ ಸಂದರ್ಭದಲ್ಲಿ ನಿರ್ದೇಶಕರಾದ ರಾಮು, ಕೃಷ್ಣ, ಸಿದ್ದರಾಜು, ಮಹದೇವ, ಶಿವಕುಮಾರ್ ಮುಂತಾದವರು ಹಾಜರಿದ್ದರು. ಸಂಘದ ಕಾರ್ಯನಿರ್ವಾಹಕ ಅಧಿಕಾರಿ ಕಾರ್ಯಕ್ರಮ ನಿರ್ವಹಿಸಿದರು. ಬೆಂಬಲಿಗರು ಪಟಾಕಿ ಸಿಡಿಸಿ ಸಂಭ್ರಮ ಆಚರಿಸಿದರು. bbox=[254, 1026, 748, 1062]
a4-body bbox=[704, 321, 941, 467]
a1-photo bbox=[184, 104, 316, 202]
a5-dateline: ಬೆಂಗಳೂರು: bbox=[704, 494, 732, 502]
a1-body-right: ಗ್ರಾಮ ಪಂಚಾಯಿತಿ ವ್ಯಾಪ್ತಿಗೆ ಸೇರಿದ ಗ್ರಾಮದಲ್ಲಿ ಚರಂಡಿ ನಿರ್ಮಾಣ ಮಾಡಬೇಕು. ಇಲ್ಲದಿದ್ದರೆ ಪ್ರತಿಭಟನೆ ನಡೆಸಲಾಗುವುದು ಎಂದು ಎಚ್ಚರಿಸಿದರು. ಈ ಬಗ್ಗೆ ಅಧಿಕಾರಿಗಳು ಗಮನಹರಿಸಿ ಶೀಘ್ರ ಕ್ರಮ ಕೈಗೊಳ್ಳಬೇಕು. bbox=[322, 163, 470, 199]
a6-text: ಜಿಲ್ಲೆಯ ಸಮಾಜ ಕಲ್ಯಾಣ ಇಲಾಖೆ ವ್ಯಾಪ್ತಿಯಲ್ಲಿ ಕಾರ್ಯನಿರ್ವಹಿಸುತ್ತಿರುವ ವಸತಿ ಶಾಲೆಗಳಲ್ಲಿ 2025-26ನೇ ಸಾಲಿಗೆ ಖಾಲಿ ಇರುವ ಅತಿಥಿ ಶಿಕ್ಷಕರ ಹುದ್ದೆಗಳಿಗೆ ಅರ್ಹ ಅಭ್ಯರ್ಥಿಗಳಿಂದ ಅರ್ಜಿ ಆಹ್ವಾನಿಸಲಾಗಿದೆ. ಸಂಬಂಧಿಸಿದ ವಿಷಯದಲ್ಲಿ ಪದವಿ ಹಾಗೂ ಬಿ.ಇಡಿ ಪಡೆದಿರಬೇಕು. ಅರ್ಜಿ ಸಲ್ಲಿಸಲು ಕೊನೆಯ ದಿನಾಂಕದೊಳಗೆ ಸಂಬಂಧಪಟ್ಟ ಕಚೇರಿಗೆ ಸಲ್ಲಿಸಬೇಕು. ಹೆಚ್ಚಿನ ಮಾಹಿತಿಗಾಗಿ ದೂ.ಸಂ: 08226-226070, 08226-222823, 08224-255060, 08229-222984, 08226-240309 ಸಂಪರ್ಕಿಸಬಹುದು ಎಂದು ಜಿಲ್ಲಾ ಅಧಿಕಾರಿಗಳು ಪ್ರಕಟಣೆಯಲ್ಲಿ ತಿಳಿಸಿದ್ದಾರೆ. bbox=[704, 804, 941, 859]
a7-text: ತಾಲ್ಲೂಕಿನ ಬೂಕನಕೆರೆ ಹೋಬಳಿ ಮಡುವಿನಕೋಡಿ ಪ್ರಾಥಮಿಕ ಕೃಷಿ ಪತ್ತಿನ ಸಹಕಾರ ಸಂಘದ ಆಡಳಿತ ಮಂಡಳಿಯ ನೂತನ ಅಧ್ಯಕ್ಷರಾಗಿ ಎಂ.ಪಿ. ಲೋಕೇಶ್ ಅವಿರೋಧವಾಗಿ ಆಯ್ಕೆಯಾದರು. ಅವರು ಅನೇಕ ವರ್ಷಗಳಿಂದ ಸಂಘದ ಅಭಿವೃದ್ಧಿಗೆ ಶ್ರಮಿಸುತ್ತಿದ್ದು ರೈತರ ವಿಶ್ವಾಸ ಗಳಿಸಿದ್ದಾರೆ. ಚುನಾವಣಾಧಿಕಾರಿಗಳು ಫಲಿತಾಂಶ ಘೋಷಿಸಿದರು. ನೂತನ ಅಧ್ಯಕ್ಷರನ್ನು ಸಂಘದ ನಿರ್ದೇಶಕರು, ಗ್ರಾಮಸ್ಥರು ಹಾಗೂ ಮುಖಂಡರು ಅಭಿನಂದಿಸಿದರು. ಈ ಸಂದರ್ಭದಲ್ಲಿ ಮಾತನಾಡಿದ ಅವರು, ಸಂಘದ ಸದಸ್ಯರಿಗೆ ಸರ್ಕಾರದ ಸೌಲಭ್ಯಗಳನ್ನು ತಲುಪಿಸಲು ಪ್ರಾಮಾಣಿಕವಾಗಿ ಕೆಲಸ ಮಾಡುತ್ತೇನೆ. ರೈತರಿಗೆ ಬಡ್ಡಿರಹಿತ ಸಾಲ ಹಾಗೂ ರಸಗೊಬ್ಬರ ಸಕಾಲದಲ್ಲಿ ದೊರೆಯುವಂತೆ ಕ್ರಮ ಕೈಗೊಳ್ಳಲಾಗುವುದು ಎಂದರು. ಸಂಘವನ್ನು ಲಾಭದಾಯಕವಾಗಿ ಮುನ್ನಡೆಸಲು ಎಲ್ಲರ ಸಹಕಾರ ಅಗತ್ಯ. ನಿರ್ದೇಶಕರಾದ ಮಂಜುನಾಥ್, ಶಿವಣ್ಣ, ರಾಮೇಗೌಡ, ಪುಟ್ಟಸ್ವಾಮಿ, ಬಸವರಾಜು, ಚಂದ್ರಶೇಖರ್ ಸೇರಿದಂತೆ ಹಲವರು ಈ ಸಂದರ್ಭದಲ್ಲಿ ಹಾಜರಿದ್ದರು. ಗ್ರಾಮದ ಮುಖಂಡರು ಸಿಹಿ ಹಂಚಿ ಸಂಭ್ರಮಿಸಿದರು. ಸಂಘದ ಕಾರ್ಯದರ್ಶಿ ವಂದಿಸಿದರು. bbox=[30, 588, 248, 679]
rule-5 bbox=[4, 1130, 941, 1133]
masthead-rule bbox=[4, 66, 941, 69]
a8-body-2: ವಿದ್ಯೆಗೆ ಯಾವ ಜಾತಿ ಮತ್ತು ಅಂತಸ್ತು ಬೇಕಿಲ್ಲ. ಕಠಿಣ ಪರಿಶ್ರಮ ಮಾತ್ರ ಮುಖ್ಯ ಎಂಬುದಕ್ಕೆ ಎ.ಪಿ.ಪ್ರೀತಿ ಅವರೇ ಸಾಕ್ಷಿ ಎಂದು ಪುರಸಭೆ ಸದಸ್ಯ ಕೆ.ಎಲ್.ಜಗದೀಶ್ ಹೇಳಿದರು. ಸಾರ್ವಜನಿಕ ಪರೀಕ್ಷೆಯಲ್ಲಿ ಉತ್ತಮ ಅಂಕ ಗಳಿಸಿದ ವಿದ್ಯಾರ್ಥಿನಿಯನ್ನು ಅಭಿನಂದಿಸಿ ಮಾತನಾಡಿದ ಅವರು, ಬಡತನದ ನಡುವೆಯೂ ಛಲ ಬಿಡದೆ ಓದಿ ಸಾಧನೆ ಮಾಡಿರುವುದು ಹೆಮ್ಮೆಯ ವಿಷಯ. ಪೋಷಕರು ಮಕ್ಕಳಿಗೆ ಉತ್ತಮ ಶಿಕ್ಷಣ ನೀಡಬೇಕು. ಸರ್ಕಾರಿ ಶಾಲೆಗಳಲ್ಲಿ ಓದಿದ ಮಕ್ಕಳು ಸಹ ಉನ್ನತ ಸಾಧನೆ ಮಾಡಬಹುದು ಎಂಬುದಕ್ಕೆ ಇದು ಉತ್ತಮ ಉದಾಹರಣೆ. ಮುಂದಿನ ದಿನಗಳಲ್ಲಿ ಉನ್ನತ ವ್ಯಾಸಂಗ ಮಾಡಿ ಐಎಎಸ್ ಅಧಿಕಾರಿಯಾಗುವ ಕನಸು ನನಸಾಗಲಿ ಎಂದು ಹಾರೈಸಿದರು. ಶಾಲೆಯ ಶಿಕ್ಷಕರು, ಪೋಷಕರು ಹಾಗೂ ಗ್ರಾಮಸ್ಥರು ಸನ್ಮಾನ ಕಾರ್ಯಕ್ರಮದಲ್ಲಿ ಪಾಲ್ಗೊಂಡಿದ್ದರು. ವಿದ್ಯಾರ್ಥಿನಿ ಪ್ರೀತಿ ಮಾತನಾಡಿ, ಶಿಕ್ಷಕರು ಹಾಗೂ ಪೋಷಕರ ಪ್ರೋತ್ಸಾಹದಿಂದ ಈ ಸಾಧನೆ ಸಾಧ್ಯವಾಯಿತು. ಮುಂದೆ ವಿಜ್ಞಾನ ವಿಷಯದಲ್ಲಿ ಅಧ್ಯಯನ ಮುಂದುವರಿಸಿ ಸಮಾಜ ಸೇವೆ ಮಾಡುವ ಗುರಿ ಹೊಂದಿದ್ದೇನೆ ಎಂದರು. ಈ ಸಂದರ್ಭದಲ್ಲಿ ಮುಖಂಡರಾದ ರವಿಕುಮಾರ್, ನಾಗರಾಜು, ಸತೀಶ್, ಮಹೇಶ್, ಕುಮಾರ್ ಸೇರಿದಂತೆ ಅನೇಕರು ಉಪಸ್ಥಿತರಿದ್ದರು. ಪ್ರೀತಿ ಅವರನ್ನು ಶಾಲು ಹೊದಿಸಿ ಫಲಪುಷ್ಪ ನೀಡಿ ಗೌರವಿಸಲಾಯಿತು. bbox=[402, 756, 698, 838]
a11-photo-temple bbox=[634, 1206, 746, 1310]
a10-photo-ceremony bbox=[322, 1206, 462, 1294]
a3-body bbox=[30, 366, 294, 526]
a11-dateline: ಚಾಮರಾಜನಗರ: bbox=[634, 1314, 671, 1322]
logo bbox=[533, 28, 788, 62]
rule-3 bbox=[4, 532, 700, 533]
a11-body bbox=[634, 1314, 856, 1438]
a8-dateline: ಕೆ.ಆರ್.ಪೇಟೆ: bbox=[254, 592, 286, 600]
email-block bbox=[230, 40, 422, 59]
a1-body-bottom: ಗ್ರಾಮ ಪಂಚಾಯಿತಿ ವ್ಯಾಪ್ತಿಗೆ ಸೇರಿದ ಗ್ರಾಮದಲ್ಲಿ ಚರಂಡಿ ನಿರ್ಮಾಣ ಮಾಡಬೇಕು. ಇಲ್ಲದಿದ್ದರೆ ಪ್ರತಿಭಟನೆ ನಡೆಸಲಾಗುವುದು ಎಂದು ಎಚ್ಚರಿಸಿದರು. ಈ ಬಗ್ಗೆ ಅಧಿಕಾರಿಗಳು ಗಮನಹರಿಸಿ ಶೀಘ್ರ ಕ್ರಮ ಕೈಗೊಳ್ಳಬೇಕು. bbox=[184, 207, 470, 225]
a1-dateline: ಗುಂಡ್ಲುಪೇಟೆ: bbox=[30, 102, 60, 110]
logo-sun-icon bbox=[657, 38, 673, 54]
a10-headline: ಮುಖ್ಯಮಂತ್ರಿ ಸಿದ್ದರಾಮಯ್ಯ ಅವರಿಂದ ನಗರದಲ್ಲಿ ಜಗಜ್ಯೋತಿ ಬಸವೇಶ್ವರ ಪ್ರತಿಮೆ ಅನಾವರಣ bbox=[24, 1139, 730, 1167]
logo-left: ಇಂದು bbox=[608, 33, 654, 59]
a10-photo-statue bbox=[178, 1206, 316, 1302]
a2-body bbox=[478, 100, 941, 290]
a1-quote-box bbox=[322, 104, 470, 160]
a3-photo bbox=[298, 364, 508, 490]
